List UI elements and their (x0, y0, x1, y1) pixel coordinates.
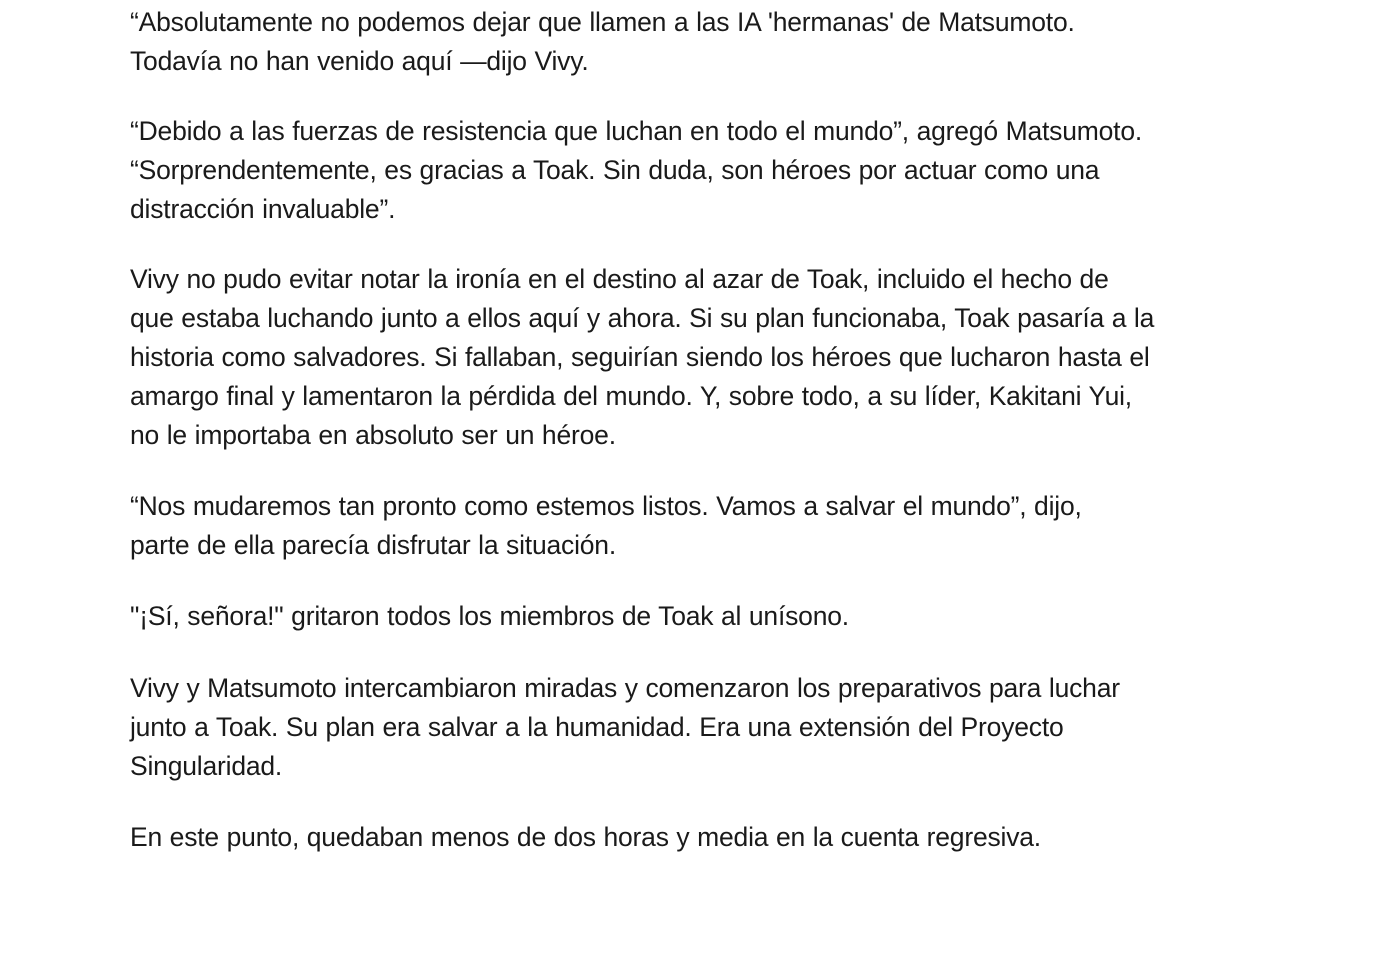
paragraph-4 (130, 487, 1280, 565)
text-line: no le importaba en absoluto ser un héroe. (130, 420, 616, 450)
paragraph-1 (130, 3, 1280, 81)
paragraph-5 (130, 597, 1280, 636)
text-line: Todavía no han venido aquí —dijo Vivy. (130, 46, 589, 76)
text-line: “Absolutamente no podemos dejar que llamen a las IA 'hermanas' de Matsumoto. (130, 7, 1075, 37)
text-line: En este punto, quedaban menos de dos horas y media en la cuenta regresiva. (130, 822, 1041, 852)
text-line: Singularidad. (130, 751, 283, 781)
text-line: “Sorprendentemente, es gracias a Toak. Sin duda, son héroes por actuar como una (130, 155, 1100, 185)
paragraph-7 (130, 818, 1280, 857)
text-line: parte de ella parecía disfrutar la situación. (130, 530, 616, 560)
text-line: historia como salvadores. Si fallaban, seguirían siendo los héroes que lucharon hasta el (130, 342, 1150, 372)
paragraph-3 (130, 260, 1280, 455)
paragraph-6 (130, 669, 1280, 786)
paragraph-2 (130, 112, 1280, 229)
text-line: "¡Sí, señora!" gritaron todos los miembros de Toak al unísono. (130, 601, 849, 631)
text-line: distracción invaluable”. (130, 194, 396, 224)
text-line: Vivy y Matsumoto intercambiaron miradas y comenzaron los preparativos para luchar (130, 673, 1120, 703)
text-line: “Nos mudaremos tan pronto como estemos listos. Vamos a salvar el mundo”, dijo, (130, 491, 1082, 521)
text-line: que estaba luchando junto a ellos aquí y ahora. Si su plan funcionaba, Toak pasaría a la (130, 303, 1155, 333)
text-line: amargo final y lamentaron la pérdida del mundo. Y, sobre todo, a su líder, Kakitani Yui, (130, 381, 1132, 411)
text-line: Vivy no pudo evitar notar la ironía en el destino al azar de Toak, incluido el hecho de (130, 264, 1109, 294)
text-line: junto a Toak. Su plan era salvar a la humanidad. Era una extensión del Proyecto (130, 712, 1064, 742)
text-line: “Debido a las fuerzas de resistencia que luchan en todo el mundo”, agregó Matsumoto. (130, 116, 1143, 146)
